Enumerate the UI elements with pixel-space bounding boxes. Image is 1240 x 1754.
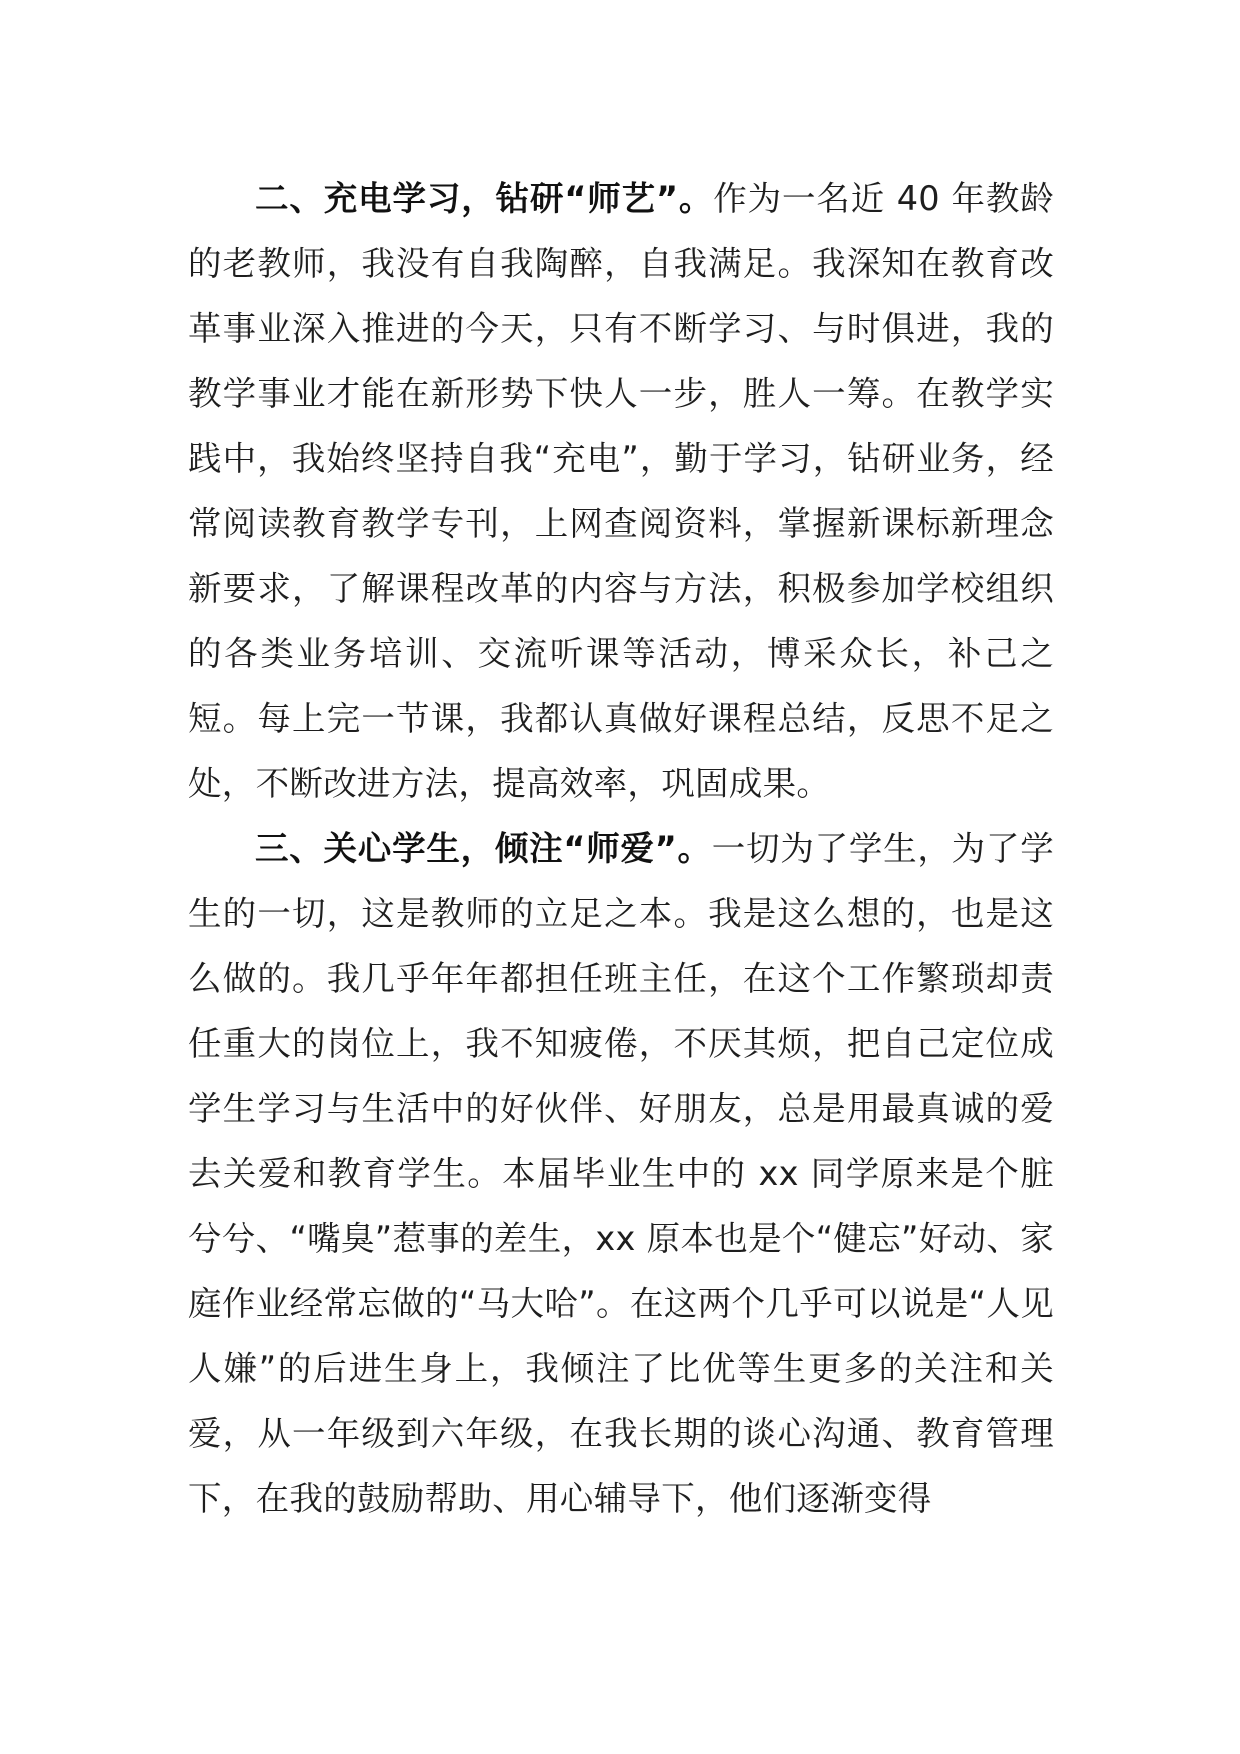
- document-page: [188, 166, 1054, 1531]
- paragraph-heading: 三、关心学生，倾注“师爱”。: [255, 829, 712, 868]
- paragraph-heading: 二、充电学习，钻研“师艺”。: [255, 179, 714, 218]
- paragraph-caring-students: [188, 816, 1054, 1531]
- paragraph-body: 作为一名近 40 年教龄的老教师，我没有自我陶醉，自我满足。我深知在教育改革事业深入推进的今天，只有不断学习、与时俱进，我的教学事业才能在新形势下快人一步，胜人一筹。在教学实践中，我始终坚持自我“充电”，勤于学习，钻研业务，经常阅读教育教学专刊，上网查阅资料，掌握新课标新理念新要求，了解课程改革的内容与方法，积极参加学校组织的各类业务培训、交流听课等活动，博采众长，补己之短。每上完一节课，我都认真做好课程总结，反思不足之处，不断改进方法，提高效率，巩固成果。: [188, 179, 1055, 803]
- paragraph-body: 一切为了学生，为了学生的一切，这是教师的立足之本。我是这么想的，也是这么做的。我几乎年年都担任班主任，在这个工作繁琐却责任重大的岗位上，我不知疲倦，不厌其烦，把自己定位成学生学习与生活中的好伙伴、好朋友，总是用最真诚的爱去关爱和教育学生。本届毕业生中的 xx 同学原来是个脏兮兮、“嘴臭”惹事的差生，xx 原本也是个“健忘”好动、家庭作业经常忘做的“马大哈”。在这两个几乎可以说是“人见人嫌”的后进生身上，我倾注了比优等生更多的关注和关爱，从一年级到六年级，在我长期的谈心沟通、教育管理下，在我的鼓励帮助、用心辅导下，他们逐渐变得: [188, 829, 1055, 1518]
- paragraph-charging-study: [188, 166, 1054, 816]
